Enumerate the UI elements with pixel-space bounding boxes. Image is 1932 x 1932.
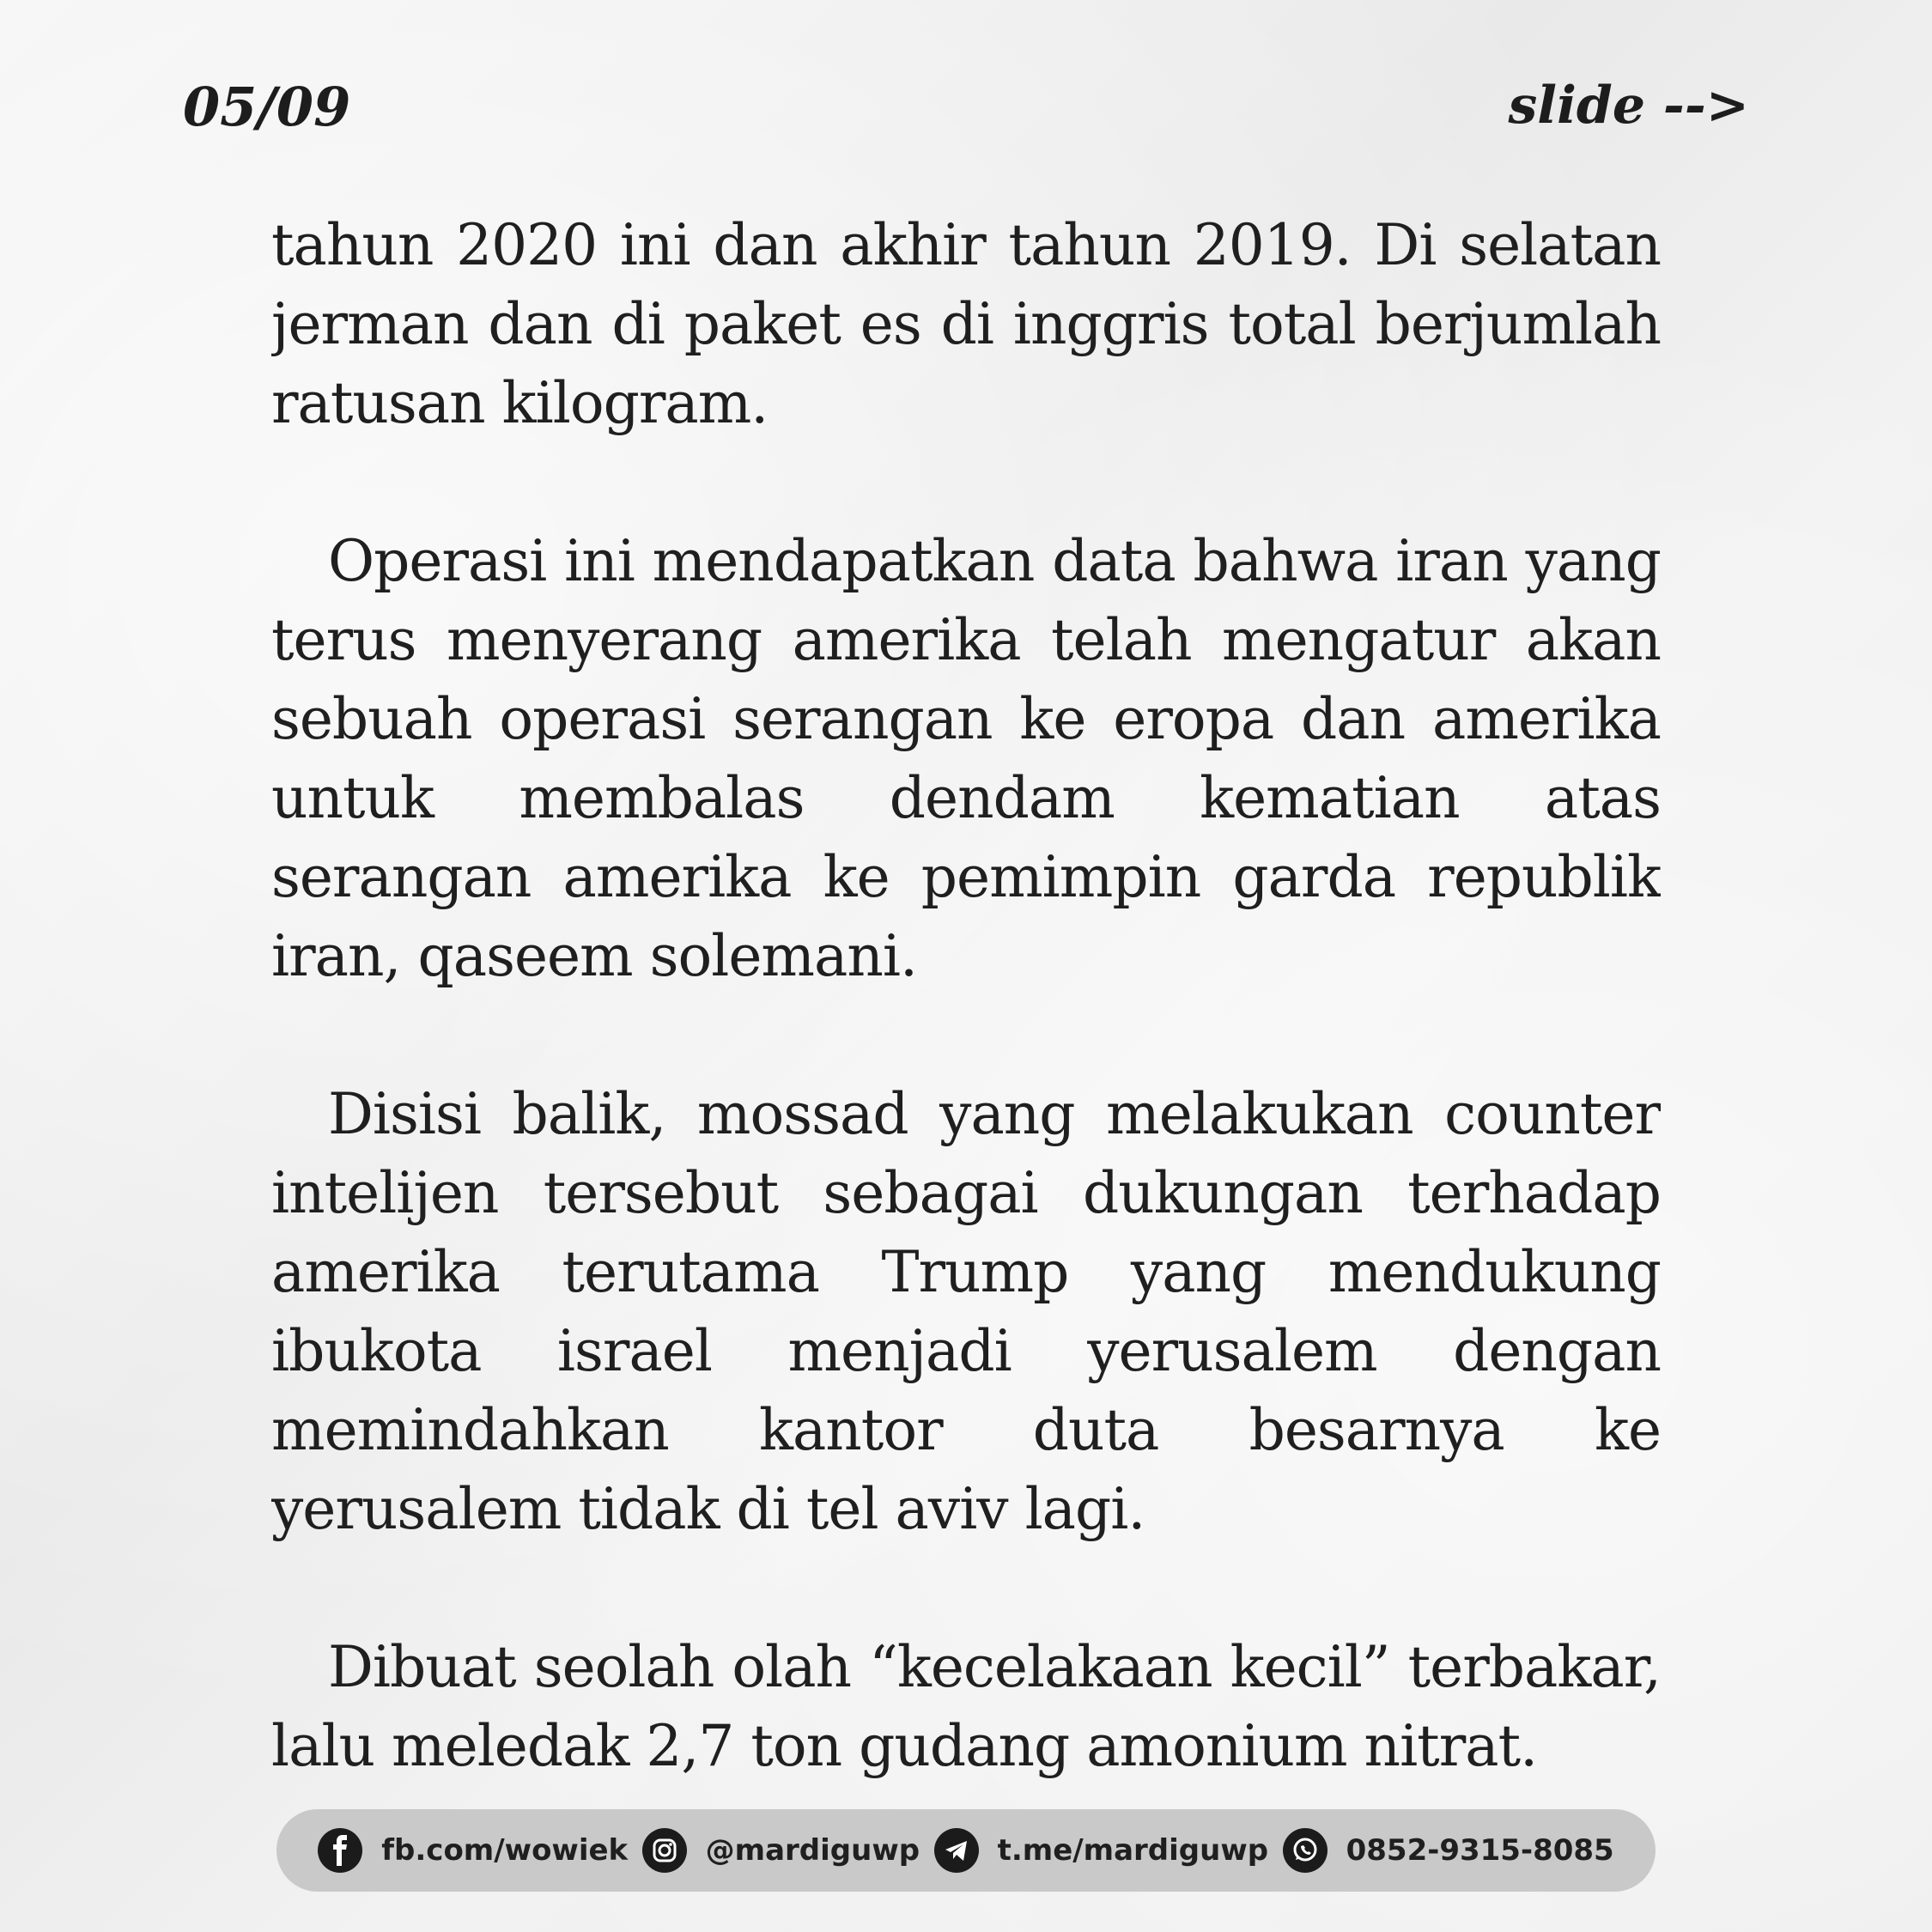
paragraph-1: tahun 2020 ini dan akhir tahun 2019. Di selatan jerman dan di paket es di inggris total berjumlah ratusan kilogram. bbox=[271, 212, 1661, 436]
page-number: 05/09 bbox=[183, 76, 351, 138]
instagram-icon bbox=[642, 1828, 687, 1873]
contact-instagram[interactable] bbox=[642, 1828, 920, 1873]
slide-hint[interactable]: slide --> bbox=[1508, 76, 1749, 136]
contact-label: @mardiguwp bbox=[705, 1833, 920, 1868]
whatsapp-icon bbox=[1283, 1828, 1327, 1873]
contact-label: fb.com/wowiek bbox=[381, 1833, 629, 1868]
contact-facebook[interactable] bbox=[318, 1828, 628, 1873]
contact-label: t.me/mardiguwp bbox=[997, 1833, 1269, 1868]
header bbox=[183, 76, 1749, 144]
telegram-icon bbox=[934, 1828, 979, 1873]
facebook-icon bbox=[318, 1828, 362, 1873]
contact-telegram[interactable] bbox=[934, 1828, 1269, 1873]
contact-whatsapp[interactable] bbox=[1283, 1828, 1614, 1873]
contact-footer bbox=[276, 1809, 1656, 1892]
contact-label: 0852-9315-8085 bbox=[1346, 1833, 1614, 1868]
paragraph-2: Operasi ini mendapatkan data bahwa iran yang terus menyerang amerika telah mengatur akan sebuah operasi serangan ke eropa dan amerika untuk membalas dendam kematian atas serangan amerika ke pemimpin garda republik iran, qaseem solemani. bbox=[271, 528, 1661, 989]
article-clip bbox=[271, 206, 1661, 1779]
paragraph-4: Dibuat seolah olah “kecelakaan kecil” terbakar, lalu meledak 2,7 ton gudang amonium nitrat. bbox=[271, 1634, 1661, 1779]
paragraph-3: Disisi balik, mossad yang melakukan counter intelijen tersebut sebagai dukungan terhadap amerika terutama Trump yang mendukung ibukota israel menjadi yerusalem dengan memindahkan kantor duta besarnya ke yerusalem tidak di tel aviv lagi. bbox=[271, 1081, 1661, 1542]
